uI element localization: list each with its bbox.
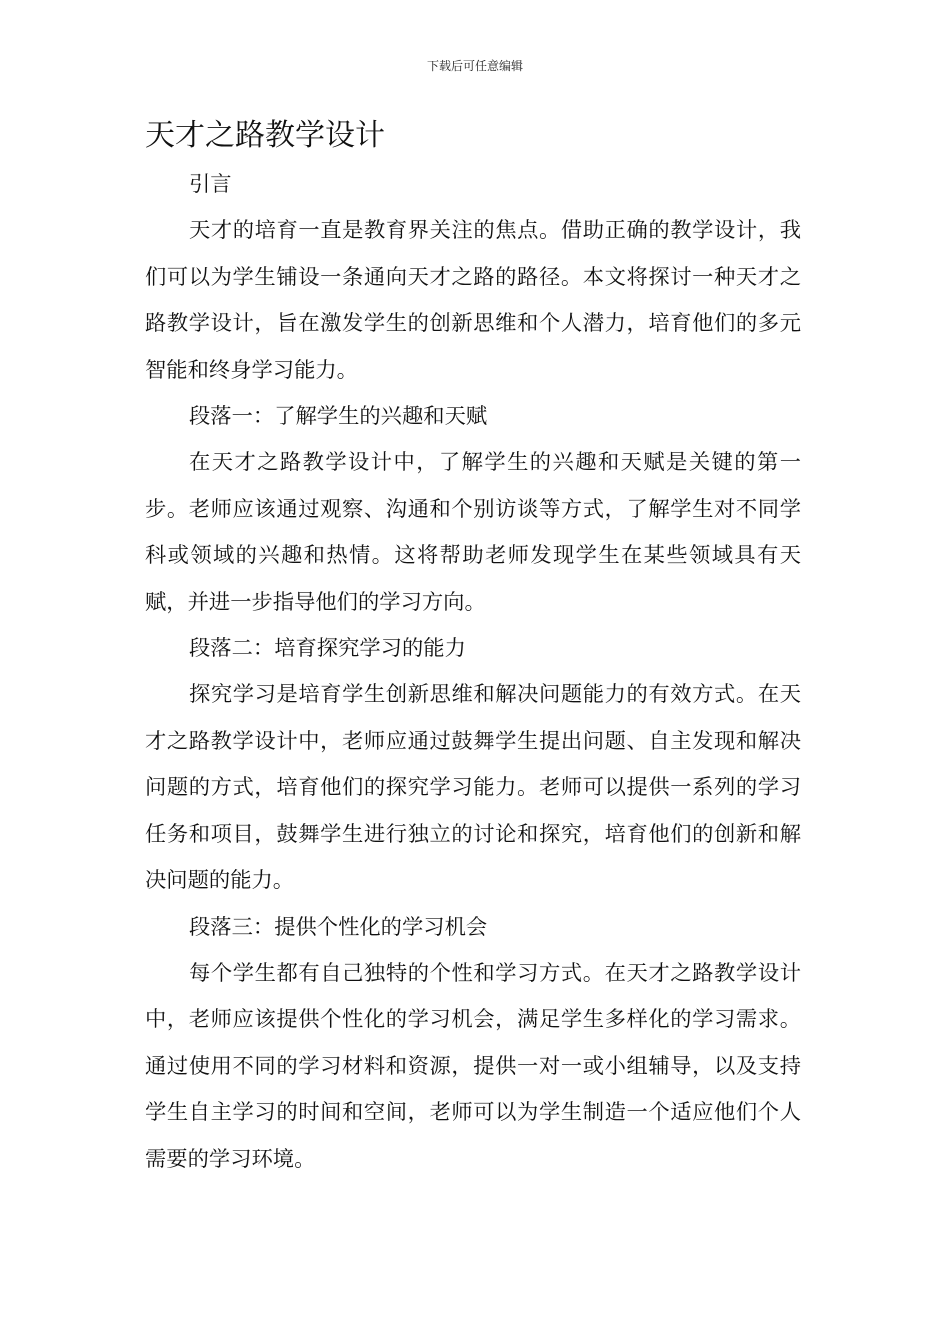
document-title: 天才之路教学设计 [145,118,385,153]
section-3-paragraph: 每个学生都有自己独特的个性和学习方式。在天才之路教学设计中，老师应该提供个性化的学习机会，满足学生多样化的学习需求。通过使用不同的学习材料和资源，提供一对一或小组辅导，以及支持学生自主学习的时间和空间，老师可以为学生制造一个适应他们个人需要的学习环境。 [145,960,801,1172]
section-2-heading: 段落二：培育探究学习的能力 [189,636,466,662]
section-1-paragraph: 在天才之路教学设计中，了解学生的兴趣和天赋是关键的第一步。老师应该通过观察、沟通和个别访谈等方式，了解学生对不同学科或领域的兴趣和热情。这将帮助老师发现学生在某些领域具有天赋，并进一步指导他们的学习方向。 [145,450,801,615]
header-note: 下载后可任意编辑 [426,59,523,73]
section-3-heading: 段落三：提供个性化的学习机会 [189,914,488,940]
intro-heading: 引言 [189,172,232,197]
intro-paragraph: 天才的培育一直是教育界关注的焦点。借助正确的教学设计，我们可以为学生铺设一条通向天才之路的路径。本文将探讨一种天才之路教学设计，旨在激发学生的创新思维和个人潜力，培育他们的多元智能和终身学习能力。 [145,218,801,383]
section-2-paragraph: 探究学习是培育学生创新思维和解决问题能力的有效方式。在天才之路教学设计中，老师应通过鼓舞学生提出问题、自主发现和解决问题的方式，培育他们的探究学习能力。老师可以提供一系列的学习任务和项目，鼓舞学生进行独立的讨论和探究，培育他们的创新和解决问题的能力。 [145,682,801,894]
document-body [145,162,801,1183]
section-1-heading: 段落一：了解学生的兴趣和天赋 [189,404,488,430]
